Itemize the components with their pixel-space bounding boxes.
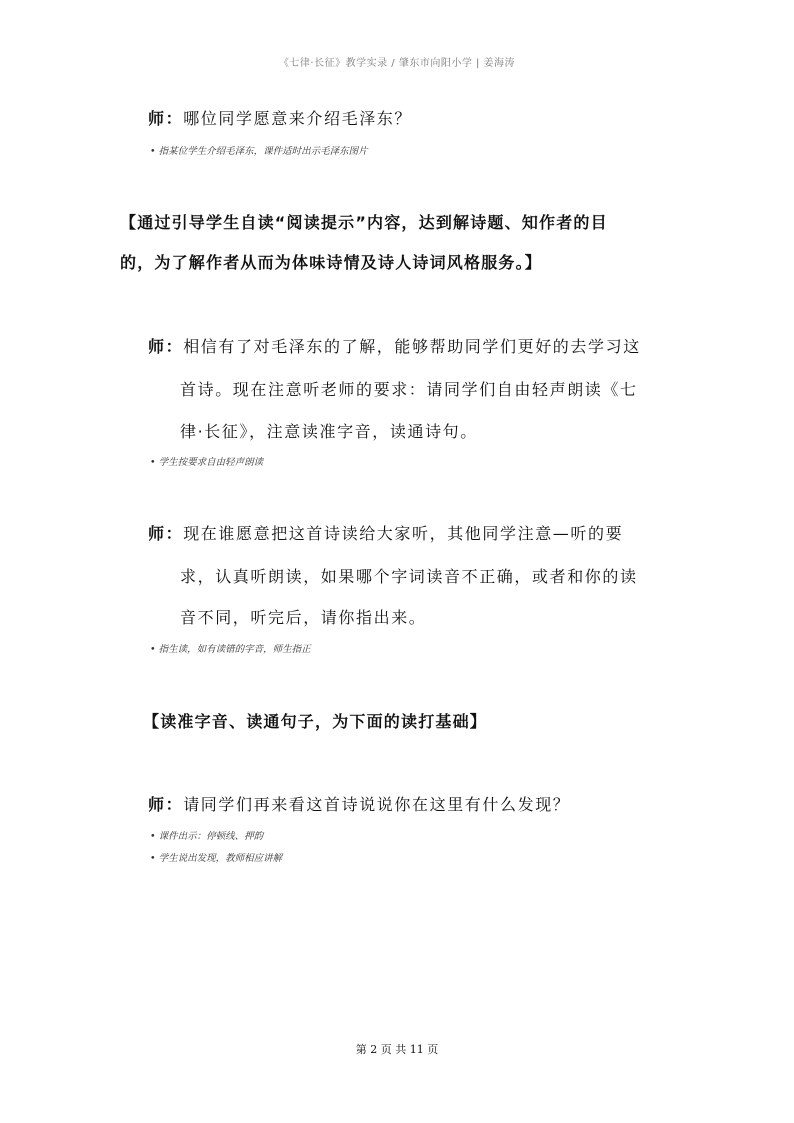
speaker-label: 师： [148, 524, 184, 543]
speaker-label: 师： [148, 109, 184, 128]
note-4: • 课件出示：停顿线、押韵 [150, 831, 264, 842]
dialogue-4 [148, 792, 570, 815]
dialogue-text: 现在谁愿意把这首诗读给大家听，其他同学注意—听的要 [183, 524, 624, 543]
dialogue-text: 相信有了对毛泽东的了解，能够帮助同学们更好的去学习这 [183, 337, 641, 356]
dialogue-3 [148, 521, 623, 544]
dialogue-2-line-3: 律·长征》，注意读准字音，读通诗句。 [180, 422, 478, 441]
dialogue-3-line-3: 音不同，听完后，请你指出来。 [180, 608, 427, 627]
page-header: 《七律·长征》教学实录 / 肇东市向阳小学 | 姜海涛 [278, 58, 516, 69]
note-2: • 学生按要求自由轻声朗读 [150, 457, 264, 468]
dialogue-2 [148, 334, 641, 357]
speaker-label: 师： [148, 337, 184, 356]
dialogue-2-line-2: 首诗。现在注意听老师的要求：请同学们自由轻声朗读《七 [180, 380, 638, 399]
note-1: • 指某位学生介绍毛泽东，课件适时出示毛泽东图片 [150, 146, 368, 157]
commentary-2: 【读准字音、读通句子，为下面的读打基础】 [143, 712, 488, 731]
dialogue-3-line-2: 求，认真听朗读，如果哪个字词读音不正确，或者和你的读 [180, 567, 638, 586]
page-footer: 第 2 页 共 11 页 [355, 1043, 439, 1056]
note-3: • 指生读，如有读错的字音，师生指正 [150, 644, 311, 655]
dialogue-text: 请同学们再来看这首诗说说你在这里有什么发现？ [183, 795, 571, 814]
note-5: • 学生说出发现，教师相应讲解 [150, 853, 283, 864]
speaker-label: 师： [148, 795, 184, 814]
dialogue-text: 哪位同学愿意来介绍毛泽东？ [183, 109, 413, 128]
commentary-1-line-2: 的，为了解作者从而为体味诗情及诗人诗词风格服务。】 [120, 253, 543, 272]
dialogue-1 [148, 106, 412, 129]
commentary-1-line-1: 【通过引导学生自读“阅读提示”内容，达到解诗题、知作者的目 [120, 213, 608, 232]
